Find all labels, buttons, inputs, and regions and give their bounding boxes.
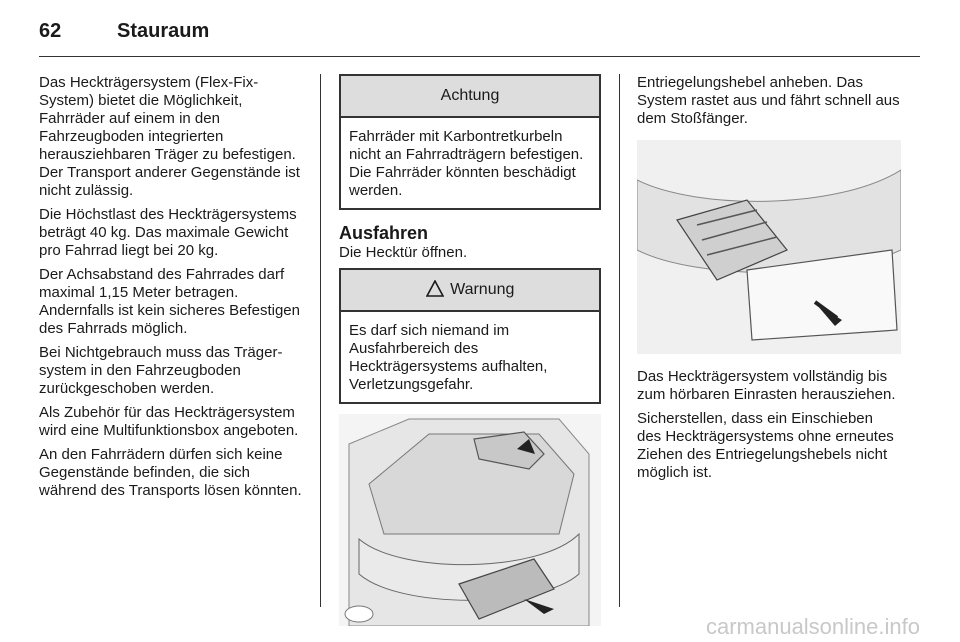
- page-header: [39, 14, 920, 57]
- paragraph: Der Achsabstand des Fahrrades darf maximal 1,15 Meter betragen. Andernfalls ist kein sicheres Befestigen des Fahrrads möglich.: [39, 266, 300, 337]
- column-divider-right: [619, 74, 620, 607]
- warning-box: [339, 268, 601, 404]
- paragraph: Das Heckträgersystem vollständig bis zum hörbaren Einrasten herausziehen.: [637, 368, 896, 403]
- column-left: [39, 74, 305, 506]
- page-number: 62: [39, 20, 62, 42]
- warning-title: Warnung: [450, 281, 515, 298]
- paragraph: Sicherstellen, dass ein Einschieben des Heckträgersystems ohne erneutes Ziehen des Entriegelungshebels nicht möglich ist.: [637, 410, 894, 481]
- column-right: [637, 74, 901, 488]
- watermark: carmanualsonline.info: [705, 614, 920, 639]
- column-middle: [339, 74, 601, 626]
- trunk-illustration: [339, 414, 601, 626]
- paragraph: Bei Nichtgebrauch muss das Träger-system in den Fahrzeugboden zurückgeschoben werden.: [39, 344, 283, 397]
- caution-text: Fahrräder mit Karbontretkurbeln nicht an Fahrradträgern befestigen. Die Fahrräder könnten beschädigt werden.: [349, 128, 584, 199]
- section-heading: Ausfahren: [339, 223, 429, 243]
- paragraph: Die Höchstlast des Heckträgersystems beträgt 40 kg. Das maximale Gewicht pro Fahrrad liegt bei 20 kg.: [39, 206, 297, 259]
- column-divider-left: [320, 74, 321, 607]
- warning-text: Es darf sich niemand im Ausfahrbereich des Heckträgersystems aufhalten, Verletzungsgefahr.: [349, 322, 548, 393]
- paragraph: Als Zubehör für das Heckträgersystem wird eine Multifunktionsbox angeboten.: [39, 404, 299, 439]
- caution-box: [339, 74, 601, 210]
- caution-title: Achtung: [341, 76, 599, 118]
- paragraph: An den Fahrrädern dürfen sich keine Gegenstände befinden, die sich während des Transports lösen könnten.: [39, 446, 302, 499]
- section-text: Die Hecktür öffnen.: [339, 244, 468, 261]
- release-lever-illustration: [637, 140, 901, 354]
- intro-text: Entriegelungshebel anheben. Das System rastet aus und fährt schnell aus dem Stoßfänger.: [637, 74, 900, 127]
- page-title: Stauraum: [117, 20, 210, 42]
- warning-header: [341, 270, 599, 312]
- warning-triangle-icon: [426, 273, 444, 313]
- paragraph: Das Heckträgersystem (Flex-Fix-System) bietet die Möglichkeit, Fahrräder auf einem in den Fahrzeugboden integrierten herausziehbaren Träger zu befestigen. Der Transport anderer Gegenstände ist nicht zulässig.: [39, 74, 300, 199]
